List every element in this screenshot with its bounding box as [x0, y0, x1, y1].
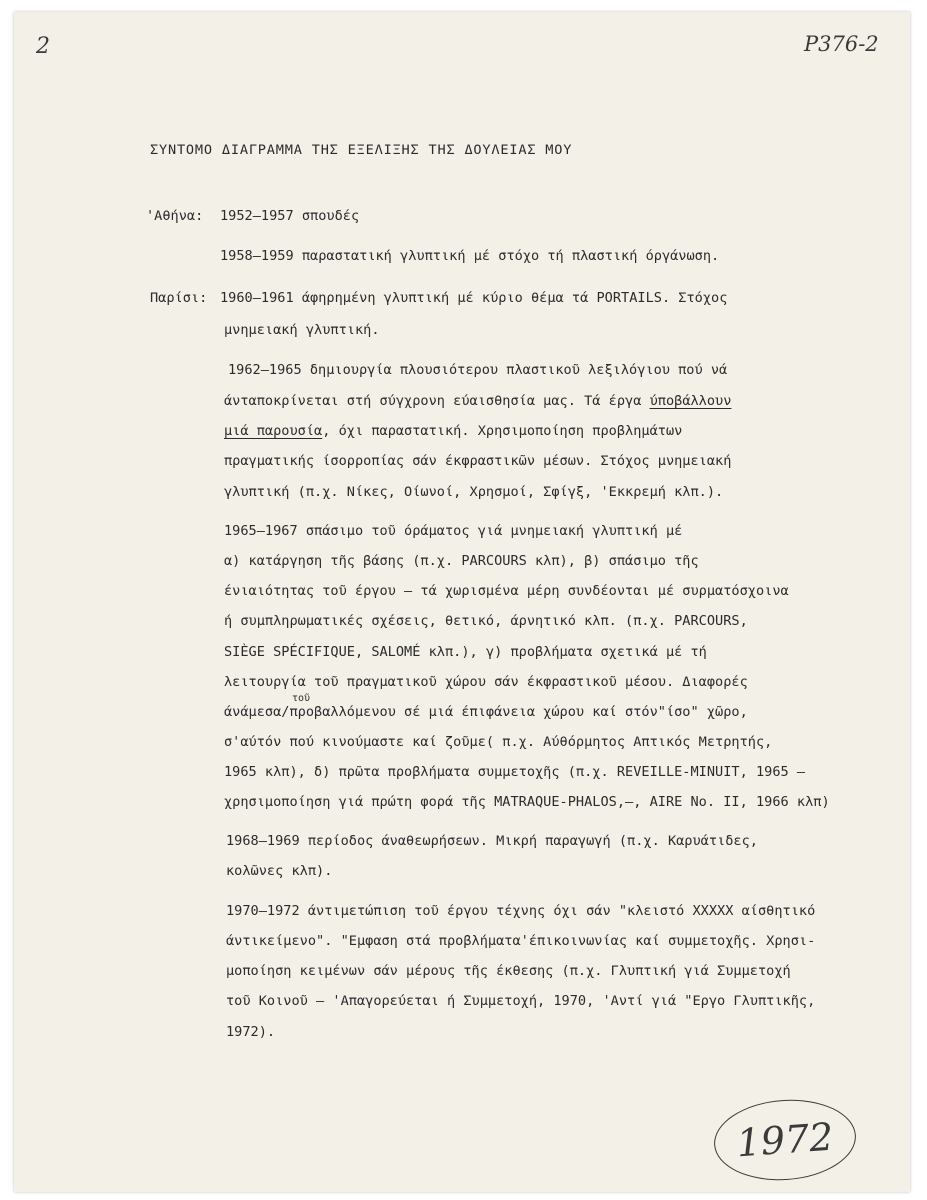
line-1965-e: SIÈGE SPÉCIFIQUE, SALOMÉ κλπ.), γ) προβλήματα σχετικά μέ τή: [224, 644, 707, 660]
line-1970-e: 1972).: [226, 1024, 276, 1040]
line-1970-d: τοῦ Κοινοῦ – 'Απαγορεύεται ή Συμμετοχή, 1970, 'Αντί γιά "Εργο Γλυπτικῆς,: [226, 993, 816, 1009]
line-1970-b: άντικείμενο". "Εμφαση στά προβλήματα'έπικοινωνίας καί συμμετοχῆς. Χρησι-: [226, 933, 816, 949]
line-paris-1960: 1960–1961 άφηρημένη γλυπτική μέ κύριο θέμα τά PORTAILS. Στόχος: [220, 290, 728, 306]
line-1965-f: λειτουργία τοῦ πραγματικοῦ χώρου σάν έκφραστικοῦ μέσου. Διαφορές: [224, 674, 748, 690]
athens-label: 'Αθήνα:: [146, 208, 204, 224]
line-1965-i: 1965 κλπ), δ) πρῶτα προβλήματα συμμετοχῆς (π.χ. REVEILLE-MINUIT, 1965 –: [224, 764, 806, 780]
line-1962-b: [224, 395, 731, 409]
line-athens-1952: 1952–1957 σπουδές: [220, 208, 360, 224]
line-1965-b: α) κατάργηση τῆς βάσης (π.χ. PARCOURS κλπ), β) σπάσιμο τῆς: [224, 553, 699, 569]
line-1962-e: γλυπτική (π.χ. Νίκες, Οίωνοί, Χρησμοί, Σφίγξ, 'Εκκρεμή κλπ.).: [224, 484, 724, 500]
document-title: ΣΥΝΤΟΜΟ ΔΙΑΓΡΑΜΜΑ ΤΗΣ ΕΞΕΛΙΞΗΣ ΤΗΣ ΔΟΥΛΕΙΑΣ ΜΟΥ: [150, 142, 573, 158]
line-1965-a: 1965–1967 σπάσιμο τοῦ όράματος γιά μνημειακή γλυπτική μέ: [224, 523, 683, 539]
underlined-phrase-2: μιά παρουσία: [224, 423, 323, 439]
line-1962-c-text: , όχι παραστατική. Χρησιμοποίηση προβλημάτων: [322, 423, 683, 439]
handwritten-reference-code: P376-2: [804, 32, 879, 56]
underlined-phrase-1: ύποβάλλουν: [649, 393, 732, 409]
paris-label: Παρίσι:: [150, 290, 208, 306]
line-1965-g: άνάμεσα/προβαλλόμενου σέ μιά έπιφάνεια χώρου καί στόν"ίσο" χῶρο,: [224, 704, 748, 720]
line-1962-d: πραγματικής ίσορροπίας σάν έκφραστικῶν μέσων. Στόχος μνημειακή: [224, 453, 732, 469]
interlinear-insertion: τοῦ: [292, 693, 311, 704]
line-athens-1958: 1958–1959 παραστατική γλυπτική μέ στόχο τή πλαστική όργάνωση.: [220, 248, 720, 264]
line-1968-a: 1968–1969 περίοδος άναθεωρήσεων. Μικρή παραγωγή (π.χ. Καρυάτιδες,: [226, 833, 758, 849]
line-1962-c: [224, 425, 682, 439]
line-1970-c: μοποίηση κειμένων σάν μέρους τῆς έκθεσης (π.χ. Γλυπτική γιά Συμμετοχή: [226, 963, 791, 979]
line-1965-j: χρησιμοποίηση γιά πρώτη φορά τῆς MATRAQUE-PHALOS,–, AIRE No. II, 1966 κλπ): [224, 794, 830, 810]
line-paris-1960-cont: μνημειακή γλυπτική.: [224, 322, 380, 338]
line-1962-a: 1962–1965 δημιουργία πλουσιότερου πλαστικοῦ λεξιλόγιου πού νά: [228, 362, 728, 378]
line-1968-b: κολῶνες κλπ).: [226, 863, 333, 879]
line-1970-a: 1970–1972 άντιμετώπιση τοῦ έργου τέχνης όχι σάν "κλειστό XXXXX αίσθητικό: [226, 903, 816, 919]
handwritten-folio-number: 2: [36, 34, 50, 59]
line-1965-d: ή συμπληρωματικές σχέσεις, θετικό, άρνητικό κλπ. (π.χ. PARCOURS,: [224, 613, 748, 629]
document-page: [14, 12, 910, 1192]
line-1965-c: ένιαιότητας τοῦ έργου – τά χωρισμένα μέρη συνδέονται μέ συρματόσχοινα: [224, 583, 789, 599]
line-1962-b-text: άνταποκρίνεται στή σύγχρονη εύαισθησία μας. Τά έργα: [224, 393, 650, 409]
line-1965-h: σ'αύτόν πού κινούμαστε καί ζοῦμε( π.χ. Αύθόρμητος Απτικός Μετρητής,: [224, 734, 773, 750]
handwritten-circled-year: 1972: [711, 1095, 858, 1185]
